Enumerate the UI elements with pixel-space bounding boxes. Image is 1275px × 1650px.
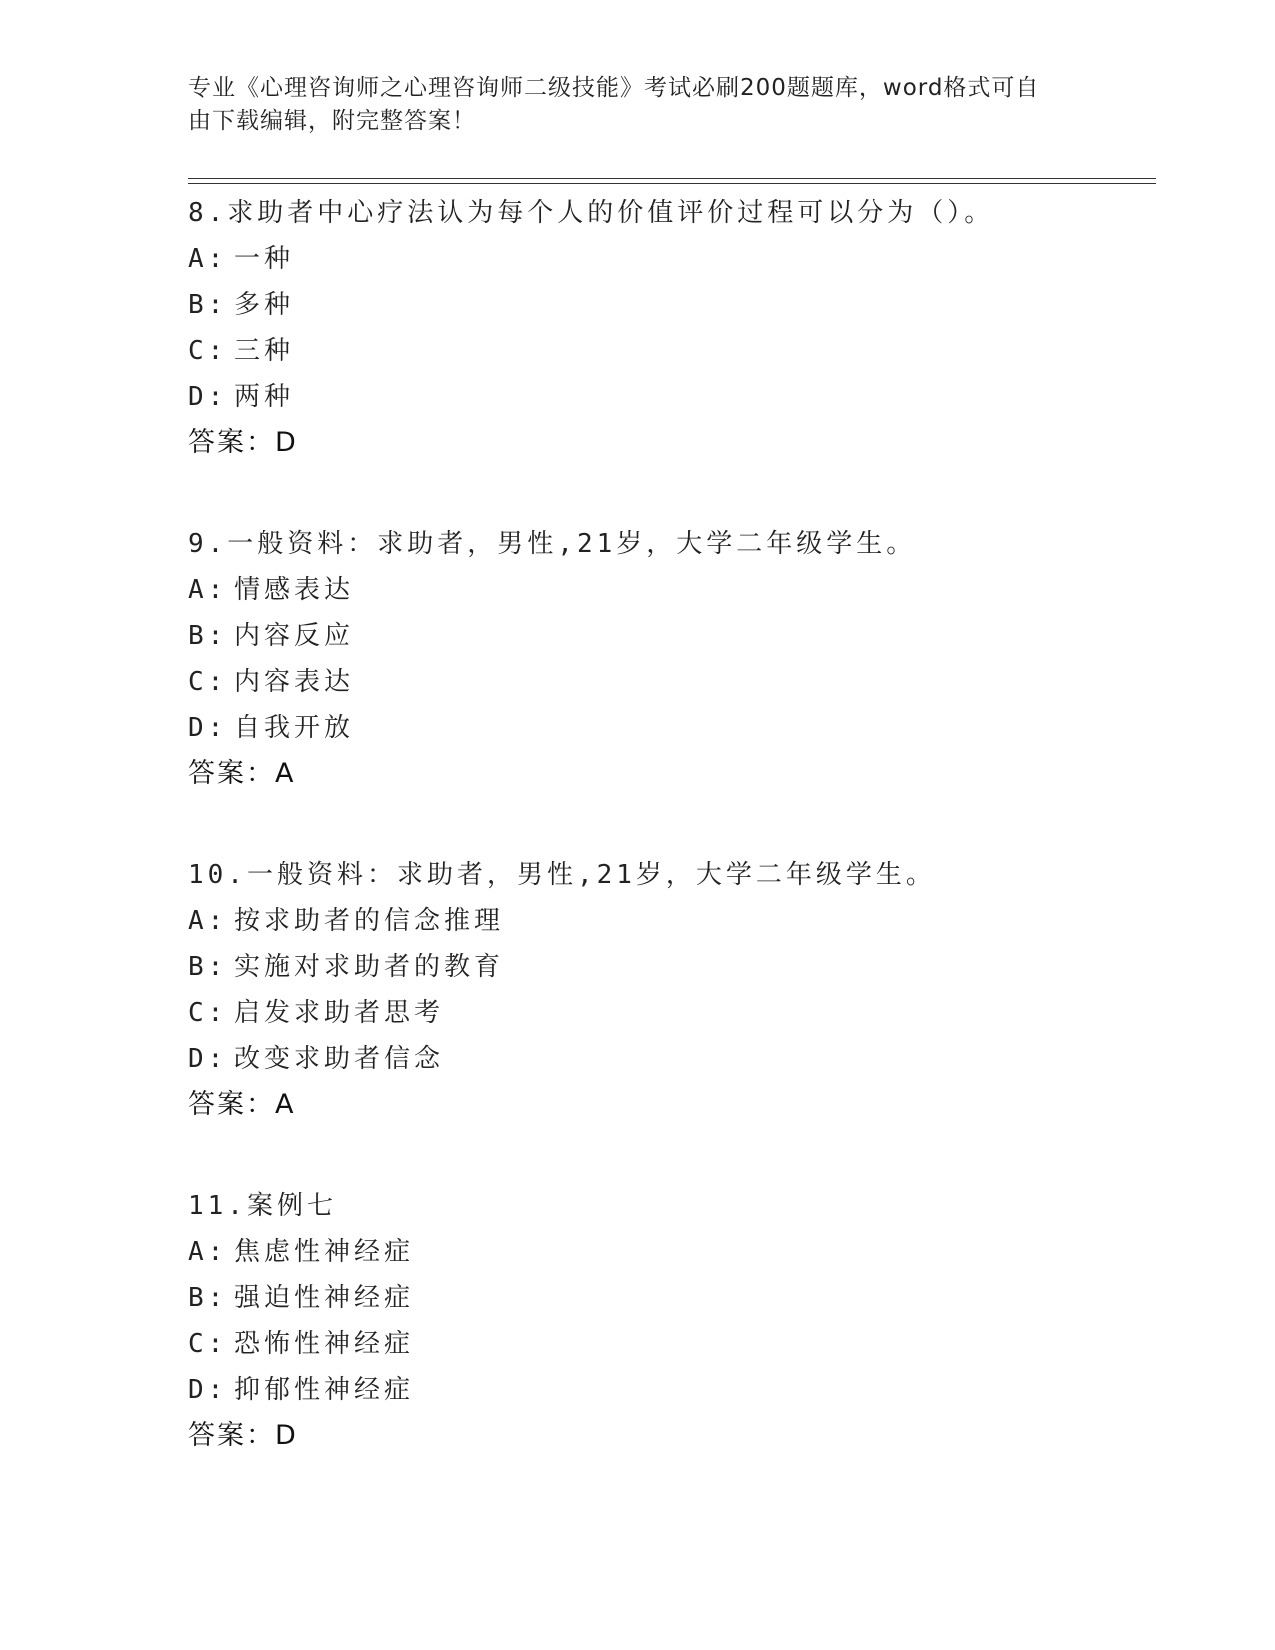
option-key: A:	[188, 1237, 228, 1267]
question-10	[188, 852, 1156, 1128]
header-line-1: 专业《心理咨询师之心理咨询师二级技能》考试必刷200题题库，word格式可自	[188, 75, 1040, 101]
option-b	[188, 282, 1156, 328]
option-key: D:	[188, 1375, 228, 1405]
option-key: A:	[188, 244, 228, 274]
option-a	[188, 567, 1156, 613]
option-a	[188, 898, 1156, 944]
option-c	[188, 990, 1156, 1036]
option-key: A:	[188, 906, 228, 936]
answer-label: 答案：D	[188, 427, 298, 458]
option-c	[188, 1321, 1156, 1367]
answer-label: 答案：A	[188, 758, 296, 789]
question-list	[188, 190, 1156, 1514]
option-text: 情感表达	[234, 575, 355, 605]
option-text: 一种	[234, 244, 295, 274]
answer-label: 答案：D	[188, 1420, 298, 1451]
option-text: 焦虑性神经症	[234, 1237, 415, 1267]
header-line-2: 由下载编辑，附完整答案！	[188, 108, 476, 134]
option-key: C:	[188, 336, 228, 366]
option-d	[188, 374, 1156, 420]
option-c	[188, 659, 1156, 705]
option-key: C:	[188, 667, 228, 697]
question-stem: 8.求助者中心疗法认为每个人的价值评价过程可以分为（）。	[188, 198, 995, 228]
option-d	[188, 705, 1156, 751]
option-text: 两种	[234, 382, 295, 412]
question-stem: 11.案例七	[188, 1191, 337, 1221]
option-text: 启发求助者思考	[234, 998, 445, 1028]
option-d	[188, 1036, 1156, 1082]
option-text: 内容表达	[234, 667, 355, 697]
option-key: C:	[188, 998, 228, 1028]
option-text: 自我开放	[234, 713, 355, 743]
option-b	[188, 944, 1156, 990]
option-text: 恐怖性神经症	[234, 1329, 415, 1359]
option-text: 按求助者的信念推理	[234, 906, 505, 936]
option-b	[188, 613, 1156, 659]
option-key: A:	[188, 575, 228, 605]
question-9	[188, 521, 1156, 797]
option-text: 内容反应	[234, 621, 355, 651]
header-divider	[188, 178, 1156, 184]
option-text: 三种	[234, 336, 295, 366]
option-a	[188, 236, 1156, 282]
option-key: C:	[188, 1329, 228, 1359]
question-stem: 10.一般资料：求助者，男性,21岁，大学二年级学生。	[188, 860, 936, 890]
option-text: 多种	[234, 290, 295, 320]
option-key: D:	[188, 713, 228, 743]
option-key: B:	[188, 621, 228, 651]
option-key: B:	[188, 290, 228, 320]
option-text: 抑郁性神经症	[234, 1375, 415, 1405]
question-8	[188, 190, 1156, 466]
option-key: B:	[188, 952, 228, 982]
option-text: 改变求助者信念	[234, 1044, 445, 1074]
question-11	[188, 1183, 1156, 1459]
option-a	[188, 1229, 1156, 1275]
option-b	[188, 1275, 1156, 1321]
question-stem: 9.一般资料：求助者，男性,21岁，大学二年级学生。	[188, 529, 917, 559]
option-key: D:	[188, 382, 228, 412]
option-key: B:	[188, 1283, 228, 1313]
option-text: 实施对求助者的教育	[234, 952, 505, 982]
option-text: 强迫性神经症	[234, 1283, 415, 1313]
option-key: D:	[188, 1044, 228, 1074]
answer-label: 答案：A	[188, 1089, 296, 1120]
document-header	[188, 72, 1088, 138]
option-c	[188, 328, 1156, 374]
option-d	[188, 1367, 1156, 1413]
